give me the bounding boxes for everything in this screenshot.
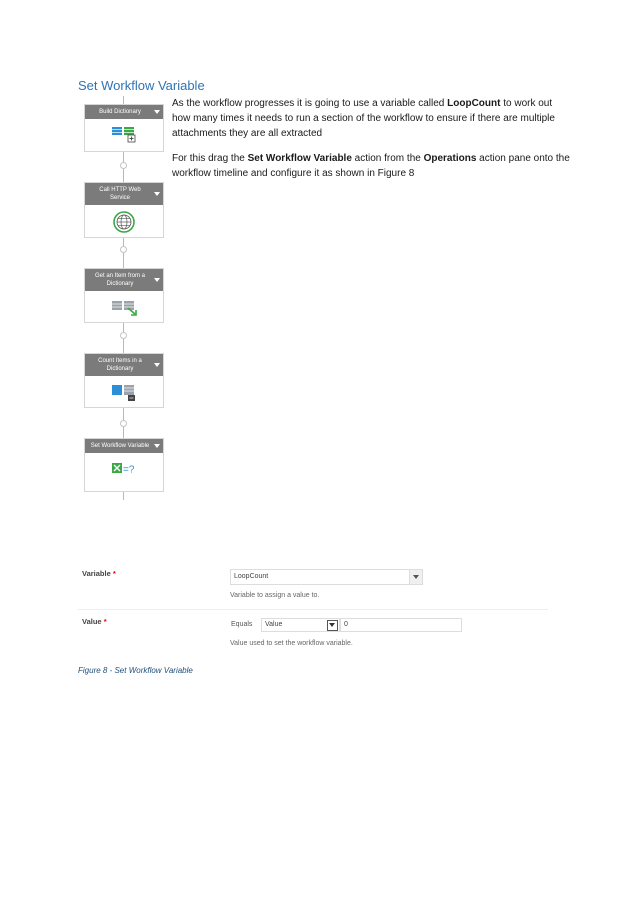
paragraph-text: As the workflow progresses it is going to use a variable called <box>172 98 448 109</box>
action-header <box>85 354 163 376</box>
action-header <box>85 269 163 291</box>
value-type-selected: Value <box>265 621 283 628</box>
chevron-down-icon[interactable] <box>154 363 160 367</box>
variable-select-value: LoopCount <box>234 573 269 580</box>
action-title: Call HTTP Web Service <box>99 187 141 201</box>
value-label: Value * <box>82 617 107 626</box>
action-call-http-web-service[interactable] <box>84 182 164 238</box>
required-asterisk: * <box>112 569 116 578</box>
timeline-drop-point[interactable] <box>120 332 127 339</box>
chevron-down-icon[interactable] <box>154 278 160 282</box>
globe-icon <box>85 205 163 240</box>
variable-icon-text: =? <box>123 464 135 476</box>
figure-caption: Figure 8 - Set Workflow Variable <box>78 666 193 675</box>
instruction-paragraph <box>172 151 572 181</box>
action-title: Build Dictionary <box>99 109 141 115</box>
form-divider <box>78 609 548 610</box>
variable-hint: Variable to assign a value to. <box>230 592 320 599</box>
timeline-drop-point[interactable] <box>120 420 127 427</box>
paragraph-text: For this drag the <box>172 153 248 164</box>
paragraph-bold-pane: Operations <box>423 153 477 164</box>
timeline-drop-point[interactable] <box>120 162 127 169</box>
value-input[interactable] <box>340 618 462 632</box>
dictionary-get-icon <box>85 291 163 325</box>
dropdown-arrow-icon[interactable] <box>409 570 422 584</box>
value-type-select[interactable] <box>261 618 340 632</box>
variable-select[interactable] <box>230 569 423 585</box>
dictionary-add-icon <box>85 119 163 152</box>
variable-icon <box>85 453 163 486</box>
paragraph-text: action pane onto the workflow timeline and configure it as shown in Figure 8 <box>172 153 570 179</box>
action-build-dictionary[interactable] <box>84 104 164 152</box>
action-title: Set Workflow Variable <box>90 443 150 449</box>
action-title: Count Items in a Dictionary <box>98 358 142 372</box>
dictionary-count-icon <box>85 376 163 410</box>
intro-paragraph <box>172 96 572 141</box>
paragraph-text: action from the <box>351 153 424 164</box>
chevron-down-icon[interactable] <box>154 444 160 448</box>
timeline-drop-point[interactable] <box>120 246 127 253</box>
action-count-items-in-dictionary[interactable] <box>84 353 164 408</box>
paragraph-text: to work out how many times it needs to run a section of the workflow to ensure if there are multiple attachments they are all extracted <box>172 98 555 139</box>
action-set-workflow-variable[interactable] <box>84 438 164 492</box>
action-header <box>85 105 163 119</box>
required-asterisk: * <box>103 617 107 626</box>
action-title: Get an Item from a Dictionary <box>94 273 146 287</box>
value-input-text: 0 <box>344 621 348 628</box>
paragraph-bold-loopcount: LoopCount <box>447 98 501 109</box>
action-header <box>85 183 163 205</box>
equals-text: Equals <box>231 621 253 628</box>
dropdown-arrow-icon[interactable] <box>327 620 338 631</box>
action-header <box>85 439 163 453</box>
action-get-item-from-dictionary[interactable] <box>84 268 164 323</box>
timeline-connector <box>123 96 124 104</box>
paragraph-bold-action: Set Workflow Variable <box>247 153 352 164</box>
value-hint: Value used to set the workflow variable. <box>230 640 353 647</box>
chevron-down-icon[interactable] <box>154 192 160 196</box>
variable-label: Variable * <box>82 569 116 578</box>
section-heading: Set Workflow Variable <box>78 78 205 93</box>
chevron-down-icon[interactable] <box>154 110 160 114</box>
